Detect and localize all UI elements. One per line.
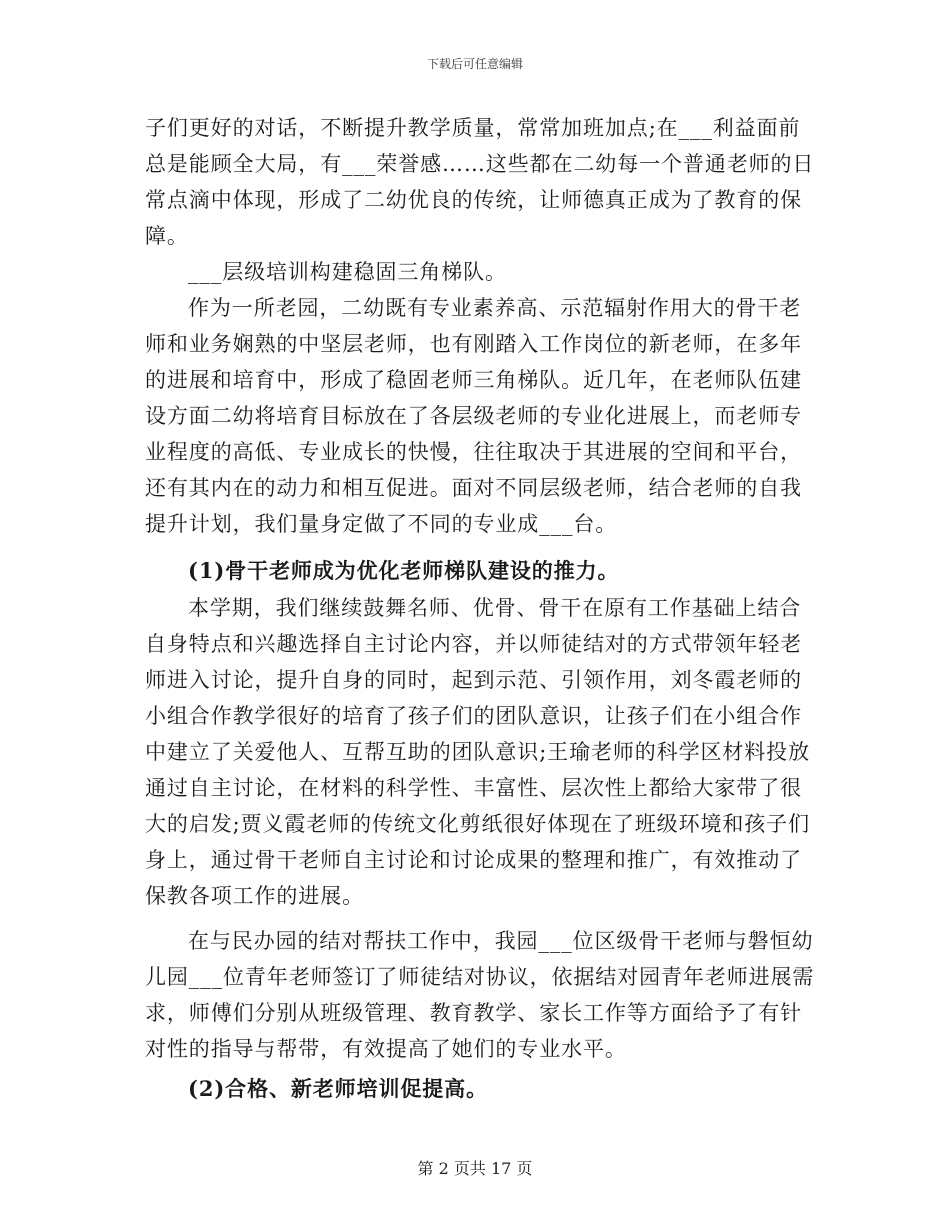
text-line: 中建立了关爱他人、互帮互助的团队意识;王瑜老师的科学区材料投放 <box>145 740 810 764</box>
text-line: 求，师傅们分别从班级管理、教育教学、家长工作等方面给予了有针 <box>145 1001 802 1025</box>
text-line: ___层级培训构建稳固三角梯队。 <box>188 260 507 284</box>
text-line: 作为一所老园，二幼既有专业素养高、示范辐射作用大的骨干老 <box>188 296 802 320</box>
text-line: 师和业务娴熟的中坚层老师，也有刚踏入工作岗位的新老师，在多年 <box>145 332 802 356</box>
text-line: 小组合作教学很好的培育了孩子们的团队意识，让孩子们在小组合作 <box>145 704 802 728</box>
text-line: 障。 <box>145 224 189 248</box>
text-line: 本学期，我们继续鼓舞名师、优骨、骨干在原有工作基础上结合 <box>188 596 802 620</box>
section-heading: (2)合格、新老师培训促提高。 <box>188 1076 488 1101</box>
text-line: 提升计划，我们量身定做了不同的专业成___台。 <box>145 512 618 536</box>
text-line: 师进入讨论，提升自身的同时，起到示范、引领作用，刘冬霞老师的 <box>145 668 802 692</box>
text-line: 对性的指导与帮带，有效提高了她们的专业水平。 <box>145 1037 627 1061</box>
page-header: 下载后可任意编辑 <box>426 57 523 71</box>
text-line: 自身特点和兴趣选择自主讨论内容，并以师徒结对的方式带领年轻老 <box>145 632 802 656</box>
text-line: 儿园___位青年老师签订了师徒结对协议，依据结对园青年老师进展需 <box>145 965 815 989</box>
text-line: 子们更好的对话，不断提升教学质量，常常加班加点;在___利益面前 <box>145 116 801 140</box>
text-line: 通过自主讨论，在材料的科学性、丰富性、层次性上都给大家带了很 <box>145 776 802 800</box>
section-heading: (1)骨干老师成为优化老师梯队建设的推力。 <box>188 558 620 583</box>
text-line: 还有其内在的动力和相互促进。面对不同层级老师，结合老师的自我 <box>145 476 802 500</box>
page-footer: 第 2 页共 17 页 <box>417 1159 533 1178</box>
text-line: 业程度的高低、专业成长的快慢，往往取决于其进展的空间和平台， <box>145 440 802 464</box>
text-line: 的进展和培育中，形成了稳固老师三角梯队。近几年，在老师队伍建 <box>145 368 802 392</box>
text-line: 大的启发;贾义霞老师的传统文化剪纸很好体现在了班级环境和孩子们 <box>145 812 810 836</box>
text-line: 保教各项工作的进展。 <box>145 884 364 908</box>
text-line: 设方面二幼将培育目标放在了各层级老师的专业化进展上，而老师专 <box>145 404 802 428</box>
text-line: 总是能顾全大局，有___荣誉感……这些都在二幼每一个普通老师的日 <box>145 152 815 176</box>
text-line: 身上，通过骨干老师自主讨论和讨论成果的整理和推广，有效推动了 <box>145 848 802 872</box>
text-line: 在与民办园的结对帮扶工作中，我园___位区级骨干老师与磐恒幼 <box>188 929 814 953</box>
text-line: 常点滴中体现，形成了二幼优良的传统，让师德真正成为了教育的保 <box>145 188 802 212</box>
